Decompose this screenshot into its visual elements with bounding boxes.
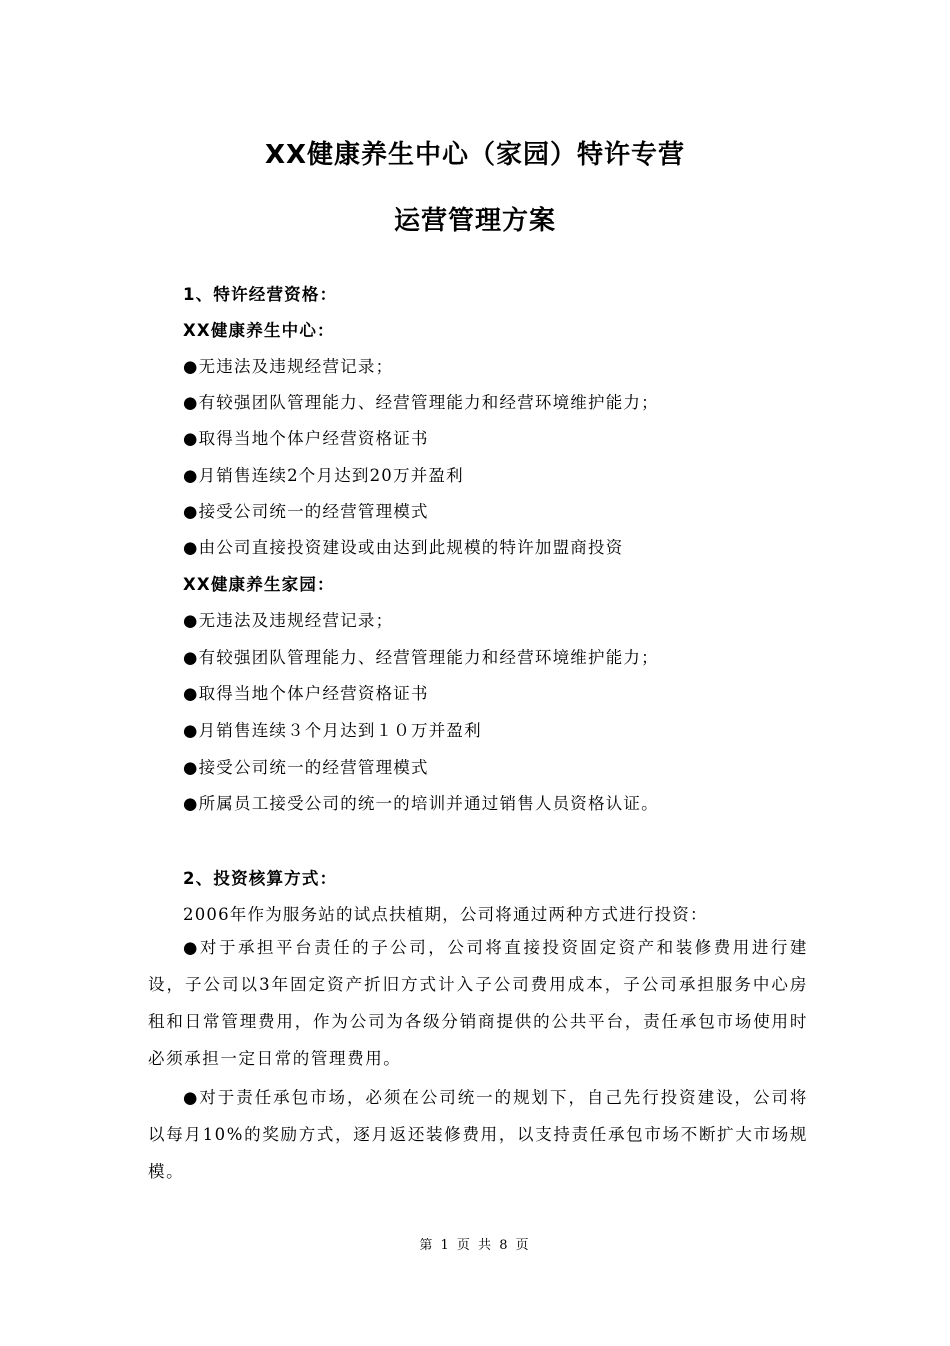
- list-item: ●取得当地个体户经营资格证书: [183, 684, 429, 703]
- list-item: ●取得当地个体户经营资格证书: [183, 429, 429, 448]
- document-subtitle: 运营管理方案: [393, 206, 556, 236]
- paragraph-subsidiary: ●对于承担平台责任的子公司，公司将直接投资固定资产和装修费用进行建设，子公司以3年固定资产折旧方式计入子公司费用成本，子公司承担服务中心房租和日常管理费用，作为公司为各级分销商提供的公共平台，责任承包市场使用时必须承担一定日常的管理费用。: [148, 938, 808, 1068]
- list-item: ●月销售连续2个月达到20万并盈利: [183, 466, 464, 485]
- list-item: ●接受公司统一的经营管理模式: [183, 758, 429, 777]
- list-item: ●有较强团队管理能力、经营管理能力和经营环境维护能力；: [183, 648, 659, 667]
- list-item: ●月销售连续３个月达到１０万并盈利: [183, 721, 482, 740]
- center-heading: XX健康养生中心：: [183, 321, 335, 340]
- section2-heading: 2、投资核算方式：: [183, 869, 338, 888]
- list-item: ●无违法及违规经营记录；: [183, 611, 394, 630]
- page-footer: 第 1 页 共 8 页: [419, 1238, 531, 1253]
- home-heading: XX健康养生家园：: [183, 575, 335, 594]
- list-item: ●所属员工接受公司的统一的培训并通过销售人员资格认证。: [183, 794, 659, 813]
- list-item: ●无违法及违规经营记录；: [183, 357, 394, 376]
- list-item: ●接受公司统一的经营管理模式: [183, 502, 429, 521]
- document-title: XX健康养生中心（家园）特许专营: [264, 140, 686, 170]
- section2-intro: 2006年作为服务站的试点扶植期，公司将通过两种方式进行投资：: [183, 905, 708, 924]
- section1-heading: 1、特许经营资格：: [183, 285, 338, 304]
- list-item: ●有较强团队管理能力、经营管理能力和经营环境维护能力；: [183, 393, 659, 412]
- list-item: ●由公司直接投资建设或由达到此规模的特许加盟商投资: [183, 538, 624, 557]
- paragraph-contract-market: ●对于责任承包市场，必须在公司统一的规划下，自己先行投资建设，公司将以每月10%的奖励方式，逐月返还装修费用，以支持责任承包市场不断扩大市场规模。: [148, 1088, 808, 1181]
